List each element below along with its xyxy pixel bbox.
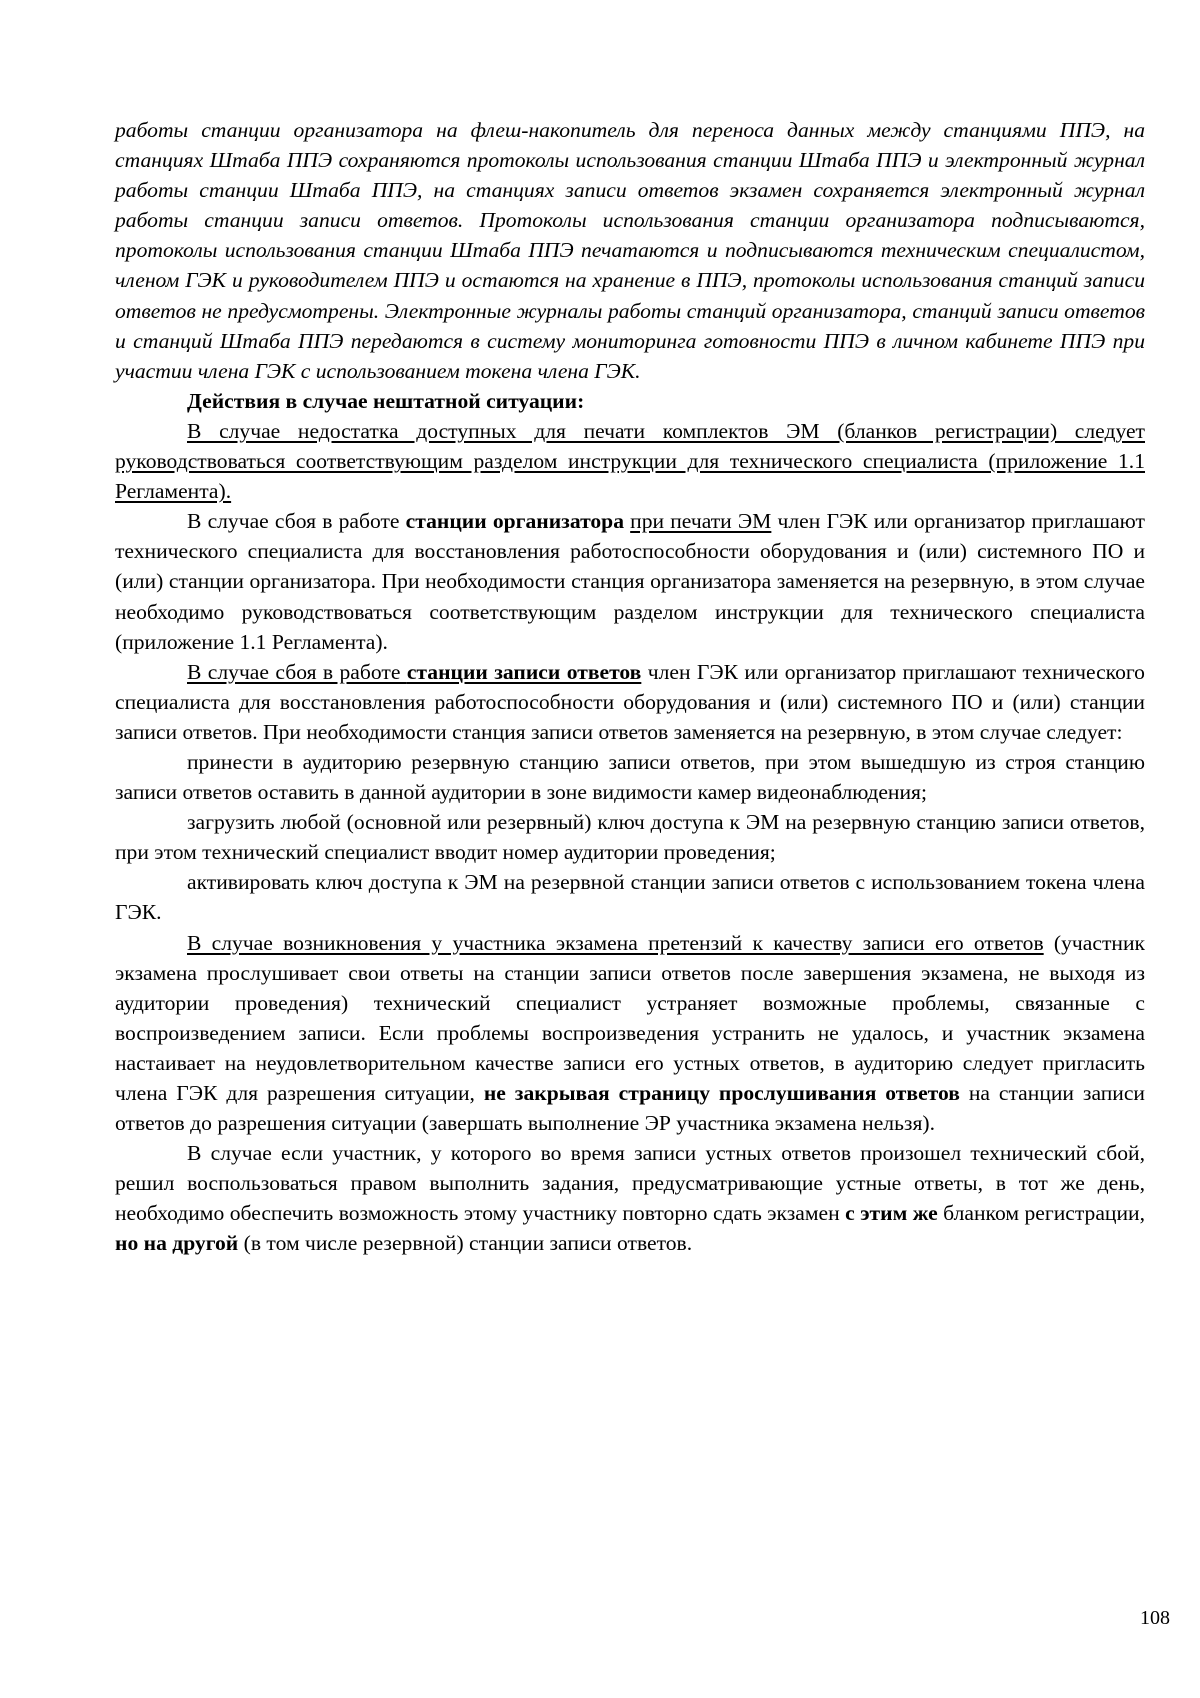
paragraph-recording-station-failure xyxy=(115,657,1145,747)
list-item-text: принести в аудиторию резервную станцию записи ответов, при этом вышедшую из строя станцию записи ответов оставить в данной аудитории в зоне видимости камер видеонаблюдения; xyxy=(115,749,1145,805)
text-fragment: В случае если участник, у которого во время записи устных ответов произошел технический сбой, решил воспользоваться правом выполнить задания, предусматривающие устные ответы, в тот же день, необходимо обеспечить возможность этому участнику повторно сдать экзамен xyxy=(115,1141,1145,1226)
underlined-text: В случае недостатка доступных для печати комплектов ЭМ (бланков регистрации) следует руководствоваться соответствующим разделом инструкции для технического специалиста (приложение 1.1 Регламента). xyxy=(115,418,1145,504)
list-item-activate-access-key xyxy=(115,867,1145,927)
list-item-bring-backup-station xyxy=(115,747,1145,807)
paragraph-print-shortage xyxy=(115,416,1145,506)
text-fragment: член ГЭК или организатор приглашают технического специалиста для восстановления работоспособности оборудования и (или) системного ПО и (или) станции записи ответов. При необходимости станция записи ответов заменяется на резервную, в этом случае следует: xyxy=(115,659,1145,744)
list-item-text: загрузить любой (основной или резервный) ключ доступа к ЭМ на резервную станцию записи ответов, при этом технический специалист вводит номер аудитории проведения; xyxy=(115,810,1145,865)
text-fragment: (участник экзамена прослушивает свои ответы на станции записи ответов после завершения экзамена, не выходя из аудитории проведения) технический специалист устраняет возможные проблемы, связанные с воспроизведением записи. Если проблемы воспроизведения устранить не удалось, и участник экзамена настаивает на неудовлетворительном качестве записи его устных ответов, в аудиторию следует пригласить члена ГЭК для разрешения ситуации, xyxy=(115,930,1145,1105)
paragraph-organizer-station-failure xyxy=(115,506,1145,656)
paragraph-electronic-journals xyxy=(115,115,1145,386)
page-number: 108 xyxy=(1140,1607,1170,1629)
paragraph-technical-failure-retake xyxy=(115,1138,1145,1258)
document-page xyxy=(115,115,1145,1259)
list-item-load-access-key xyxy=(115,807,1145,867)
text-fragment: (в том числе резервной) станции записи ответов. xyxy=(238,1231,693,1256)
text-fragment: на станции записи ответов до разрешения ситуации (завершать выполнение ЭР участника экзамена нельзя). xyxy=(115,1081,1145,1136)
bold-text: станции организатора xyxy=(405,509,624,534)
section-heading xyxy=(115,386,1145,416)
text-fragment: В случае сбоя в работе xyxy=(187,509,406,534)
bold-underlined-text: станции записи ответов xyxy=(406,659,642,684)
heading-text: Действия в случае нештатной ситуации: xyxy=(187,388,585,413)
bold-text: не закрывая страницу прослушивания ответов xyxy=(483,1081,960,1105)
underlined-text: В случае сбоя в работе xyxy=(187,659,407,684)
paragraph-recording-quality-claims xyxy=(115,928,1145,1139)
bold-text: но на другой xyxy=(115,1231,239,1256)
bold-text: с этим же xyxy=(845,1201,938,1226)
text-fragment: бланком регистрации, xyxy=(937,1201,1145,1226)
text-fragment: член ГЭК или организатор приглашают технического специалиста для восстановления работоспособности оборудования и (или) системного ПО и (или) станции организатора. При необходимости станция организатора заменяется на резервную, в этом случае необходимо руководствоваться соответствующим разделом инструкции для технического специалиста (приложение 1.1 Регламента). xyxy=(115,509,1145,654)
list-item-text: активировать ключ доступа к ЭМ на резервной станции записи ответов с использованием токена члена ГЭК. xyxy=(115,870,1145,925)
paragraph-text: работы станции организатора на флеш-накопитель для переноса данных между станциями ППЭ, на станциях Штаба ППЭ сохраняются протоколы использования станции Штаба ППЭ и электронный журнал работы станции Штаба ППЭ, на станциях записи ответов экзамен сохраняется электронный журнал работы станции записи ответов. Протоколы использования станции организатора подписываются, протоколы использования станции Штаба ППЭ печатаются и подписываются техническим специалистом, членом ГЭК и руководителем ППЭ и остаются на хранение в ППЭ, протоколы использования станций записи ответов не предусмотрены. Электронные журналы работы станций организатора, станций записи ответов и станций Штаба ППЭ передаются в систему мониторинга готовности ППЭ в личном кабинете ППЭ при участии члена ГЭК с использованием токена члена ГЭК. xyxy=(115,118,1145,383)
underlined-text: при печати ЭМ xyxy=(630,509,772,534)
underlined-text: В случае возникновения у участника экзамена претензий к качеству записи его ответов xyxy=(187,930,1044,955)
